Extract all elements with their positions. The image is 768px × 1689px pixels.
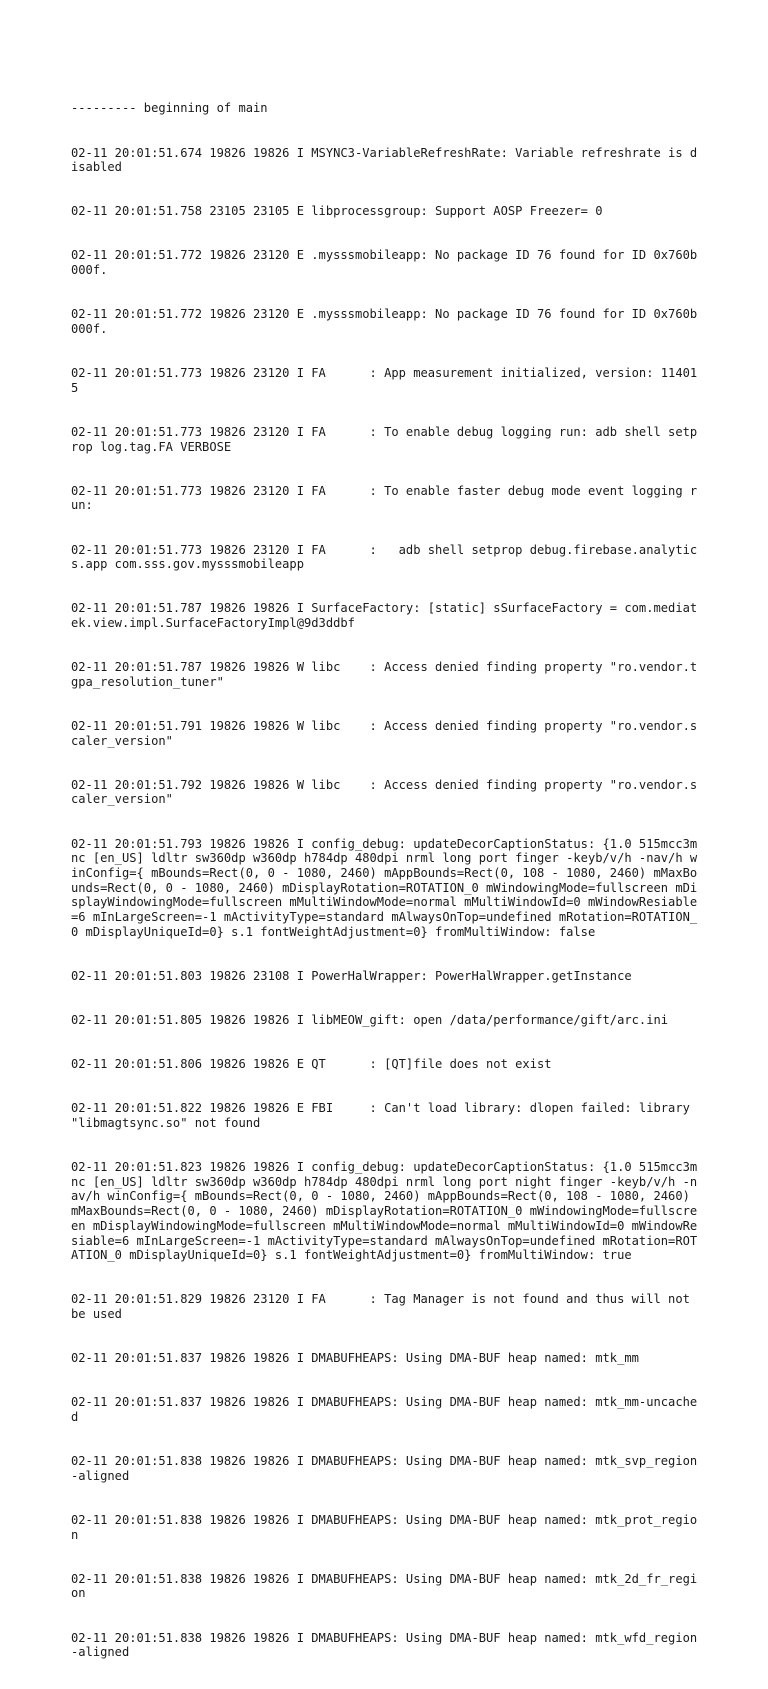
log-line: 02-11 20:01:51.793 19826 19826 I config_debug: updateDecorCaptionStatus: {1.0 515mcc3mnc [en_US] ldltr sw360dp w360dp h784dp 480dpi nrml long port finger -keyb/v/h -nav/h winConfig={ mBounds=Rect(0, 0 - 1080, 2460) mAppBounds=Rect(0, 108 - 1080, 2460) mMaxBounds=Rect(0, 0 - 1080, 2460) mDisplayRotation=ROTATION_0 mWindowingMode=fullscreen mDisplayWindowingMode=fullscreen mMultiWindowMode=normal mMultiWindowId=0 mWindowResiable=6 mInLargeScreen=-1 mActivityType=standard mAlwaysOnTop=undefined mRotation=ROTATION_0 mDisplayUniqueId=0} s.1 fontWeightAdjustment=0} fromMultiWindow: false (71, 836, 698, 939)
log-line: 02-11 20:01:51.773 19826 23120 I FA : App measurement initialized, version: 114015 (71, 366, 698, 395)
log-line: 02-11 20:01:51.773 19826 23120 I FA : adb shell setprop debug.firebase.analytics.app com.sss.gov.mysssmobileapp (71, 542, 698, 572)
log-line: 02-11 20:01:51.792 19826 19826 W libc : Access denied finding property "ro.vendor.scaler_version" (71, 777, 698, 807)
log-line: 02-11 20:01:51.822 19826 19826 E FBI : Can't load library: dlopen failed: library "libmagtsync.so" not found (71, 1101, 698, 1130)
log-line: 02-11 20:01:51.773 19826 23120 I FA : To enable faster debug mode event logging run: (71, 483, 698, 513)
log-line: 02-11 20:01:51.838 19826 19826 I DMABUFHEAPS: Using DMA-BUF heap named: mtk_svp_region-aligned (71, 1454, 698, 1483)
log-line: 02-11 20:01:51.803 19826 23108 I PowerHalWrapper: PowerHalWrapper.getInstance (71, 968, 632, 983)
log-line: 02-11 20:01:51.758 23105 23105 E libprocessgroup: Support AOSP Freezer= 0 (71, 204, 603, 219)
log-line: 02-11 20:01:51.674 19826 19826 I MSYNC3-VariableRefreshRate: Variable refreshrate is disabled (71, 145, 698, 175)
log-line: 02-11 20:01:51.829 19826 23120 I FA : Tag Manager is not found and thus will not be used (71, 1292, 698, 1322)
log-line: 02-11 20:01:51.787 19826 19826 I SurfaceFactory: [static] sSurfaceFactory = com.mediatek.view.impl.SurfaceFactoryImpl@9d3ddbf (71, 601, 698, 631)
log-output (71, 72, 701, 1689)
log-line: 02-11 20:01:51.772 19826 23120 E .mysssmobileapp: No package ID 76 found for ID 0x760b000f. (71, 248, 698, 278)
log-line: 02-11 20:01:51.773 19826 23120 I FA : To enable debug logging run: adb shell setprop log.tag.FA VERBOSE (71, 424, 698, 454)
log-line: 02-11 20:01:51.838 19826 19826 I DMABUFHEAPS: Using DMA-BUF heap named: mtk_prot_region (71, 1512, 698, 1542)
log-line: 02-11 20:01:51.837 19826 19826 I DMABUFHEAPS: Using DMA-BUF heap named: mtk_mm-uncached (71, 1395, 698, 1424)
log-line: 02-11 20:01:51.787 19826 19826 W libc : Access denied finding property "ro.vendor.tgpa_resolution_tuner" (71, 660, 698, 689)
log-line: 02-11 20:01:51.805 19826 19826 I libMEOW_gift: open /data/performance/gift/arc.ini (71, 1013, 669, 1027)
log-line: 02-11 20:01:51.791 19826 19826 W libc : Access denied finding property "ro.vendor.scaler_version" (71, 718, 698, 748)
log-line: 02-11 20:01:51.823 19826 19826 I config_debug: updateDecorCaptionStatus: {1.0 515mcc3mnc [en_US] ldltr sw360dp w360dp h784dp 480dpi nrml long port night finger -keyb/v/h -nav/h winConfig={ mBounds=Rect(0, 0 - 1080, 2460) mAppBounds=Rect(0, 108 - 1080, 2460) mMaxBounds=Rect(0, 0 - 1080, 2460) mDisplayRotation=ROTATION_0 mWindowingMode=fullscreen mDisplayWindowingMode=fullscreen mMultiWindowMode=normal mMultiWindowId=0 mWindowResiable=6 mInLargeScreen=-1 mActivityType=standard mAlwaysOnTop=undefined mRotation=ROTATION_0 mDisplayUniqueId=0} s.1 fontWeightAdjustment=0} fromMultiWindow: true (71, 1160, 698, 1263)
log-line: 02-11 20:01:51.838 19826 19826 I DMABUFHEAPS: Using DMA-BUF heap named: mtk_wfd_region-aligned (71, 1630, 698, 1660)
log-line: 02-11 20:01:51.772 19826 23120 E .mysssmobileapp: No package ID 76 found for ID 0x760b000f. (71, 307, 698, 336)
log-line: 02-11 20:01:51.837 19826 19826 I DMABUFHEAPS: Using DMA-BUF heap named: mtk_mm (71, 1351, 639, 1366)
log-line: 02-11 20:01:51.838 19826 19826 I DMABUFHEAPS: Using DMA-BUF heap named: mtk_2d_fr_region (71, 1571, 698, 1601)
log-line: 02-11 20:01:51.806 19826 19826 E QT : [QT]file does not exist (71, 1057, 552, 1072)
log-line: --------- beginning of main (71, 101, 268, 116)
